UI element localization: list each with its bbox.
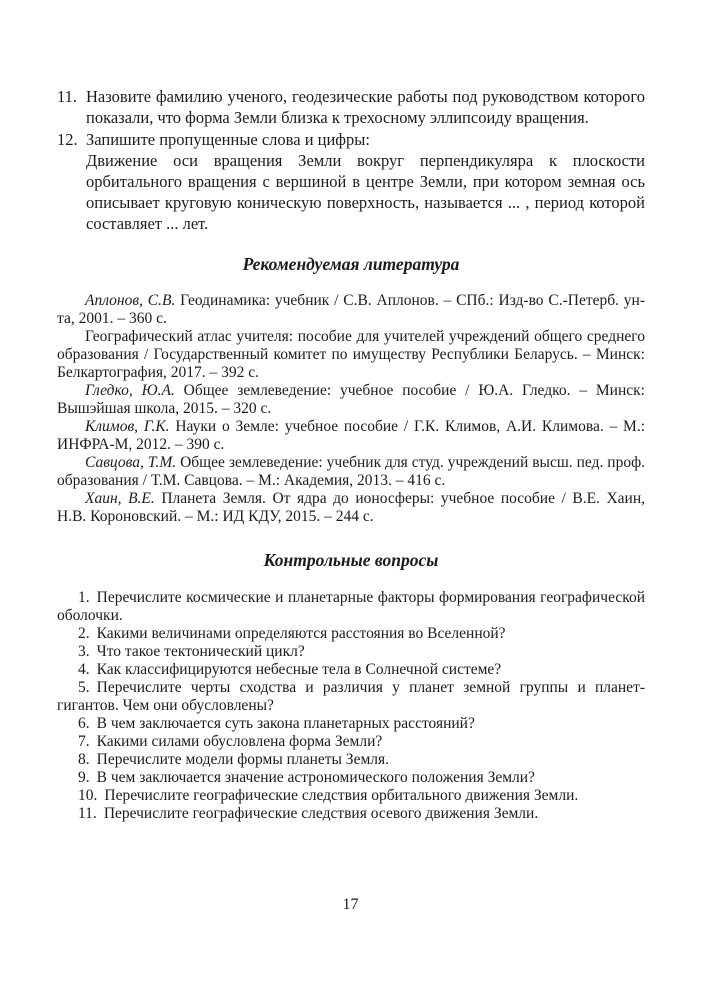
- literature-section: [57, 292, 645, 526]
- question-number: 8.: [78, 751, 90, 768]
- question-number: 9.: [78, 769, 90, 786]
- question-text: Перечислите модели формы планеты Земля.: [96, 751, 389, 768]
- exercise-questions-section: [57, 86, 645, 234]
- control-question: [57, 787, 645, 805]
- control-question: [57, 643, 645, 661]
- control-question: [57, 733, 645, 751]
- literature-entry: [57, 382, 645, 418]
- question-number: 7.: [78, 733, 90, 750]
- question-text: В чем заключается суть закона планетарных расстояний?: [96, 715, 475, 732]
- question-text: Назовите фамилию ученого, геодезические работы под руководством которого показали, что форма Земли близка к трехосному эллипсоиду вращения.: [86, 87, 645, 127]
- page-number: 17: [342, 896, 359, 913]
- literature-heading: Рекомендуемая литература: [242, 254, 460, 274]
- literature-entry: [57, 454, 645, 490]
- question-text: Как классифицируются небесные тела в Солнечной системе?: [96, 661, 502, 678]
- question-text: Запишите пропущенные слова и цифры:: [86, 130, 370, 149]
- question-text: В чем заключается значение астрономического положения Земли?: [96, 769, 535, 786]
- question-number: 12.: [57, 130, 78, 149]
- literature-entry-text: Науки о Земле: учебное пособие / Г.К. Климов, А.И. Климова. – М.: ИНФРА-М, 2012. – 390 с.: [57, 418, 646, 453]
- control-question: [57, 715, 645, 733]
- question-item-12: [57, 129, 645, 234]
- question-text: Перечислите космические и планетарные факторы формирования географической оболочки.: [57, 589, 645, 624]
- question-item-11: [57, 86, 645, 128]
- literature-entry-text: Геодинамика: учебник / С.В. Аплонов. – СПб.: Изд-во С.-Петерб. ун-та, 2001. – 360 с.: [57, 292, 646, 327]
- question-text: Какими силами обусловлена форма Земли?: [96, 733, 383, 750]
- question-number: 11.: [78, 805, 97, 822]
- question-text: Перечислите географические следствия осевого движения Земли.: [103, 805, 539, 822]
- question-text: Перечислите географические следствия орбитального движения Земли.: [104, 787, 579, 804]
- question-number: 1.: [78, 589, 90, 606]
- control-question: [57, 589, 645, 625]
- question-number: 6.: [78, 715, 90, 732]
- control-question: [57, 661, 645, 679]
- literature-entry: [57, 418, 645, 454]
- literature-author: Климов, Г.К.: [85, 418, 170, 435]
- control-question: [57, 679, 645, 715]
- control-question: [57, 751, 645, 769]
- question-number: 4.: [78, 661, 90, 678]
- control-question: [57, 625, 645, 643]
- control-questions-section: [57, 589, 645, 823]
- question-text: Перечислите черты сходства и различия у планет земной группы и планет-гигантов. Чем они обусловлены?: [57, 679, 645, 714]
- question-number: 3.: [78, 643, 90, 660]
- literature-entry-text: Общее землеведение: учебник для студ. учреждений высш. пед. проф. образования / Т.М. Савцова. – М.: Академия, 2013. – 416 с.: [57, 454, 646, 489]
- question-number: 11.: [57, 87, 78, 106]
- literature-entry: [57, 292, 645, 328]
- literature-entry-text: Планета Земля. От ядра до ионосферы: учебное пособие / В.Е. Хаин, Н.В. Короновский. – М.: ИД КДУ, 2015. – 244 с.: [57, 490, 646, 525]
- question-number: 2.: [78, 625, 90, 642]
- question-text: Какими величинами определяются расстояния во Вселенной?: [96, 625, 506, 642]
- literature-author: Хаин, В.Е.: [85, 490, 155, 507]
- literature-author: Савцова, Т.М.: [85, 454, 177, 471]
- literature-author: Гледко, Ю.А.: [85, 382, 175, 399]
- question-fill-in-paragraph: Движение оси вращения Земли вокруг перпендикуляра к плоскости орбитального вращения с вершиной в центре Земли, при котором земная ось описывает круговую коническую поверхность, называется ... , период которой составляет ... лет.: [86, 151, 645, 233]
- literature-entry: [57, 328, 645, 382]
- literature-author: Аплонов, С.В.: [85, 292, 176, 309]
- question-number: 5.: [78, 679, 90, 696]
- control-question: [57, 769, 645, 787]
- question-text: Что такое тектонический цикл?: [96, 643, 305, 660]
- control-question: [57, 805, 645, 823]
- control-questions-heading: Контрольные вопросы: [263, 550, 439, 570]
- literature-entry-text: Географический атлас учителя: пособие для учителей учреждений общего среднего образования / Государственный комитет по имуществу Республики Беларусь. – Минск: Белкартография, 2017. – 392 с.: [57, 328, 645, 381]
- literature-entry-text: Общее землеведение: учебное пособие / Ю.А. Гледко. – Минск: Вышэйшая школа, 2015. – 320 с.: [57, 382, 645, 417]
- literature-entry: [57, 490, 645, 526]
- question-number: 10.: [78, 787, 98, 804]
